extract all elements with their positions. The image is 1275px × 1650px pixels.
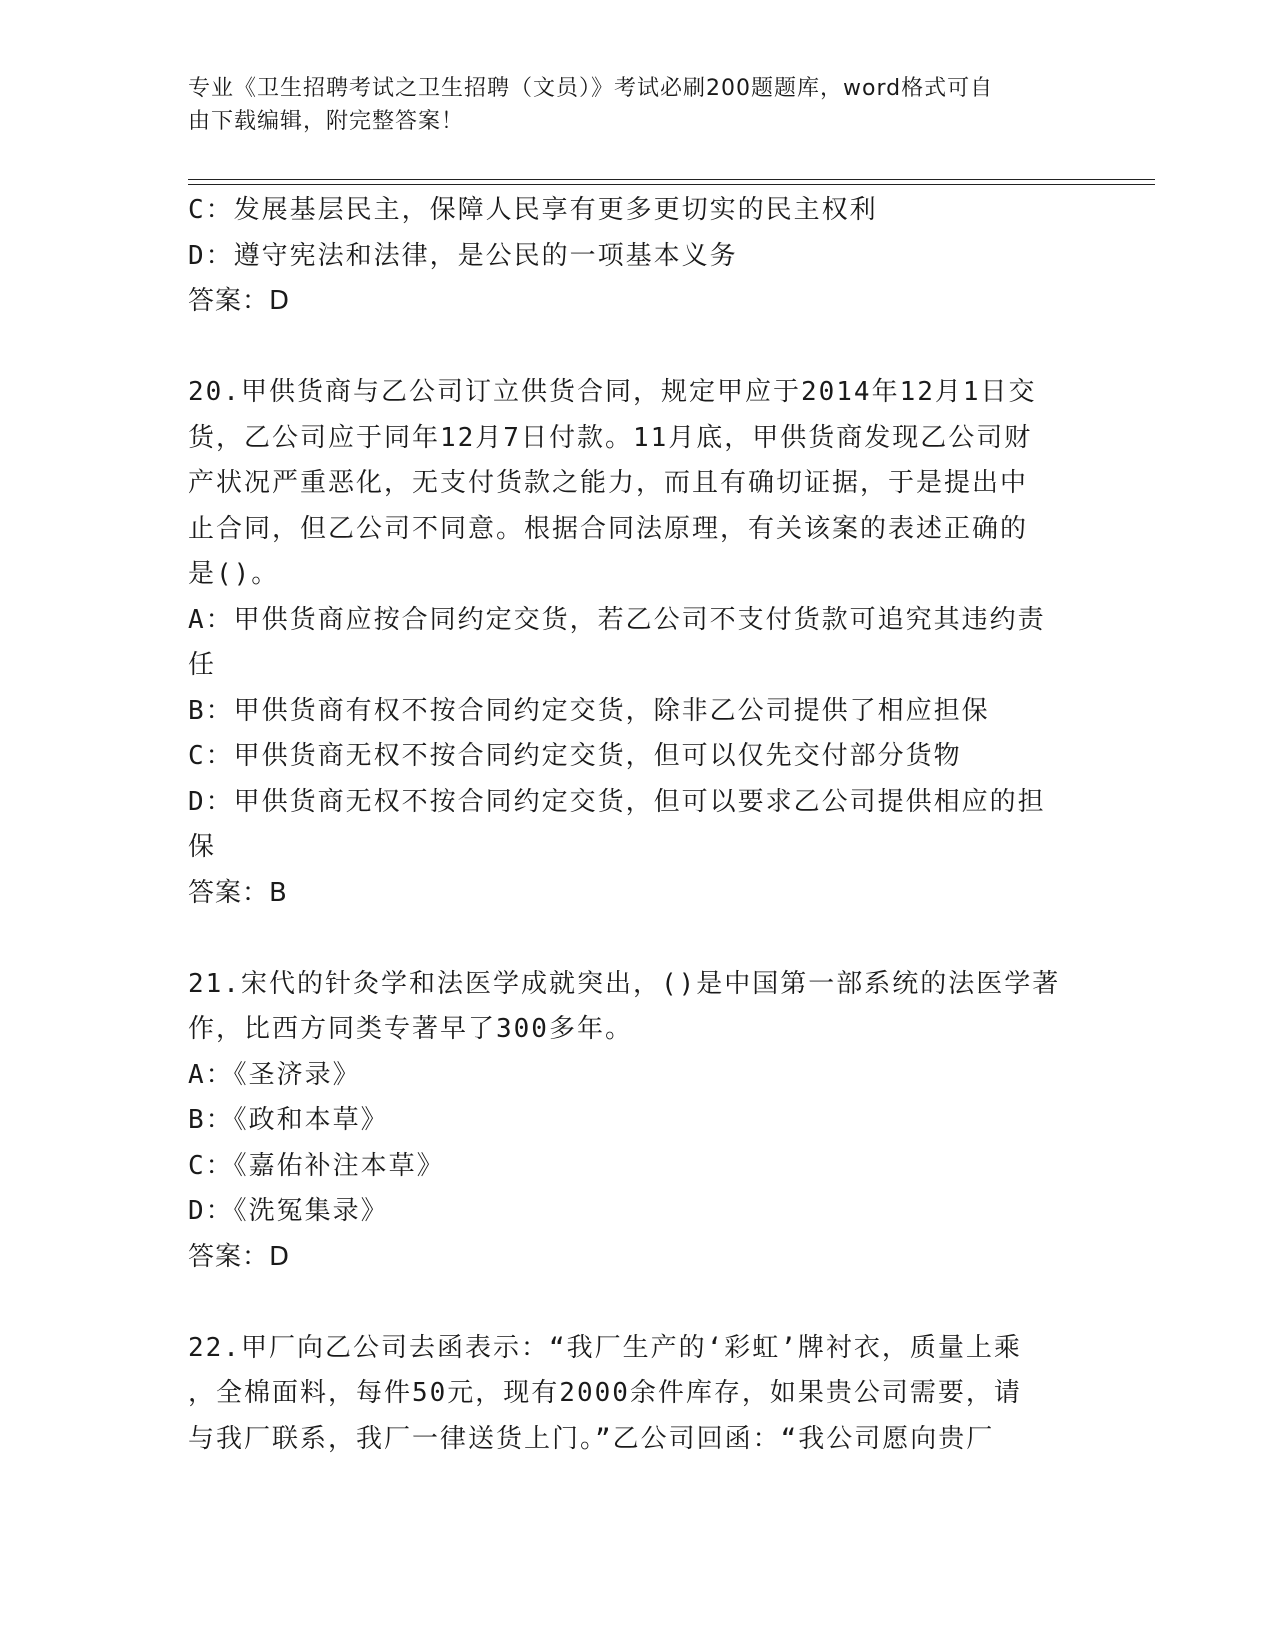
- question-stem-line: ，全棉面料，每件50元，现有2000余件库存，如果贵公司需要，请: [188, 1378, 1022, 1408]
- question-stem-line: 作，比西方同类专著早了300多年。: [188, 1014, 633, 1044]
- question-stem-line: 22.甲厂向乙公司去函表示：“我厂生产的‘彩虹’牌衬衣，质量上乘: [188, 1332, 1022, 1363]
- option-a: A：甲供货商应按合同约定交货，若乙公司不支付货款可追究其违约责: [188, 604, 1046, 635]
- header-title-line-2: 由下载编辑，附完整答案！: [188, 109, 465, 134]
- question-stem-line: 20.甲供货商与乙公司订立供货合同，规定甲应于2014年12月1日交: [188, 377, 1037, 407]
- option-d: D：甲供货商无权不按合同约定交货，但可以要求乙公司提供相应的担: [188, 786, 1046, 817]
- question-19-tail: [188, 188, 1078, 325]
- document-header: [188, 72, 1068, 138]
- header-rule-bottom: [188, 184, 1155, 185]
- option-b: B：甲供货商有权不按合同约定交货，除非乙公司提供了相应担保: [188, 695, 990, 726]
- option-c: C：甲供货商无权不按合同约定交货，但可以仅先交付部分货物: [188, 741, 962, 771]
- spacer: [188, 1280, 1078, 1326]
- option-d: D：遵守宪法和法律，是公民的一项基本义务: [188, 240, 738, 271]
- document-body: [188, 188, 1078, 1462]
- spacer: [188, 916, 1078, 962]
- question-20: [188, 370, 1078, 916]
- spacer: [188, 325, 1078, 371]
- option-c: C：发展基层民主，保障人民享有更多更切实的民主权利: [188, 195, 878, 225]
- question-21: [188, 962, 1078, 1281]
- question-stem-line: 止合同，但乙公司不同意。根据合同法原理，有关该案的表述正确的: [188, 513, 1029, 544]
- question-stem-line: 与我厂联系，我厂一律送货上门。”乙公司回函：“我公司愿向贵厂: [188, 1423, 995, 1454]
- option-a: A：《圣济录》: [188, 1059, 361, 1090]
- answer-line: 答案：D: [188, 1241, 291, 1272]
- question-stem-line: 货，乙公司应于同年12月7日付款。11月底，甲供货商发现乙公司财: [188, 422, 1033, 453]
- option-d-continued: 保: [188, 832, 217, 862]
- question-stem-line: 是()。: [188, 559, 280, 589]
- question-stem-line: 21.宋代的针灸学和法医学成就突出，()是中国第一部系统的法医学著: [188, 968, 1061, 999]
- option-c: C：《嘉佑补注本草》: [188, 1150, 445, 1181]
- option-b: B：《政和本草》: [188, 1105, 389, 1135]
- option-a-continued: 任: [188, 650, 217, 680]
- answer-line: 答案：D: [188, 286, 291, 316]
- header-rule-top: [188, 179, 1155, 180]
- question-stem-line: 产状况严重恶化，无支付货款之能力，而且有确切证据，于是提出中: [188, 468, 1029, 498]
- option-d: D：《洗冤集录》: [188, 1196, 389, 1226]
- header-title-line-1: 专业《卫生招聘考试之卫生招聘（文员）》考试必刷200题题库，word格式可自: [188, 76, 994, 101]
- question-22: [188, 1326, 1078, 1463]
- answer-line: 答案：B: [188, 877, 288, 908]
